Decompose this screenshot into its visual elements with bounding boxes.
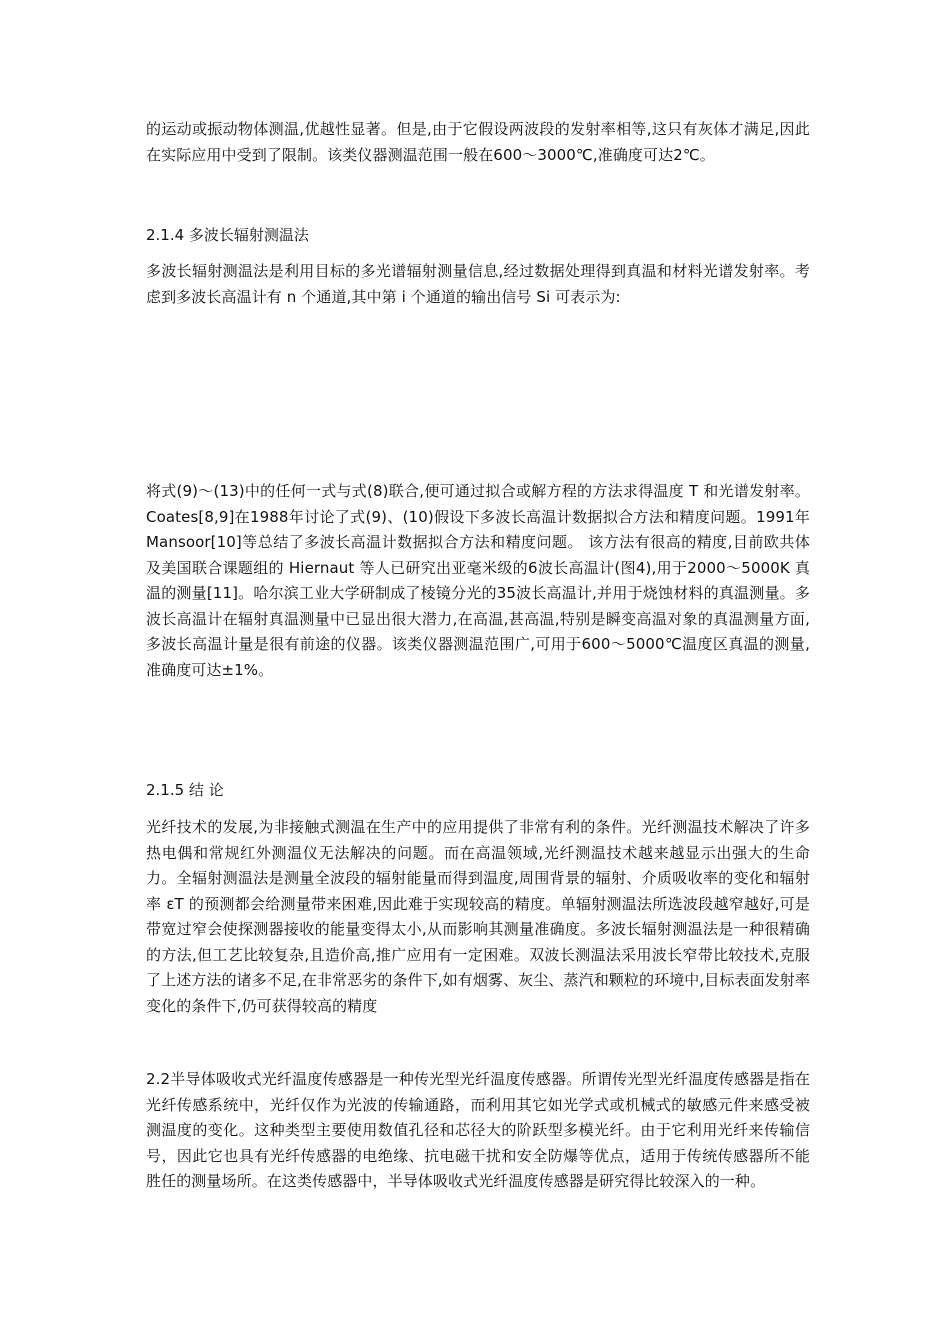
paragraph-conclusion: 光纤技术的发展,为非接触式测温在生产中的应用提供了非常有利的条件。光纤测温技术解决了许多热电偶和常规红外测温仪无法解决的问题。而在高温领域,光纤测温技术越来越显示出强大的生命力。全辐射测温法是测量全波段的辐射能量而得到温度,周围背景的辐射、介质吸收率的变化和辐射率 εT 的预测都会给测量带来困难,因此难于实现较高的精度。单辐射测温法所选波段越窄越好,可是带宽过窄会使探测器接收的能量变得太小,从而影响其测量准确度。多波长辐射测温法是一种很精确的方法,但工艺比较复杂,且造价高,推广应用有一定困难。双波长测温法采用波长窄带比较技术,克服了上述方法的诸多不足,在非常恶劣的条件下,如有烟雾、灰尘、蒸汽和颗粒的环境中,目标表面发射率变化的条件下,仍可获得较高的精度 — [146, 818, 810, 1015]
paragraph-multi-wavelength-details: 将式(9)～(13)中的任何一式与式(8)联合,便可通过拟合或解方程的方法求得温度 T 和光谱发射率。Coates[8,9]在1988年讨论了式(9)、(10)假设下多波长高温计数据拟合方法和精度问题。1991年 Mansoor[10]等总结了多波长高温计数据拟合方法和精度问题。 该方法有很高的精度,目前欧共体及美国联合课题组的 Hiernaut 等人已研究出亚毫米级的6波长高温计(图4),用于2000～5000K 真温的测量[11]。哈尔滨工业大学研制成了棱镜分光的35波长高温计,并用于烧蚀材料的真温测量。多波长高温计在辐射真温测量中已显出很大潜力,在高温,甚高温,特别是瞬变高温对象的真温测量方面,多波长高温计量是很有前途的仪器。该类仪器测温范围广,可用于600～5000℃温度区真温的测量,准确度可达±1%。 — [146, 482, 810, 679]
paragraph-multi-wavelength-intro: 多波长辐射测温法是利用目标的多光谱辐射测量信息,经过数据处理得到真温和材料光谱发射率。考虑到多波长高温计有 n 个通道,其中第 i 个通道的输出信号 Si 可表示为: — [146, 262, 810, 306]
paragraph-dual-wavelength-end: 的运动或振动物体测温,优越性显著。但是,由于它假设两波段的发射率相等,这只有灰体才满足,因此在实际应用中受到了限制。该类仪器测温范围一般在600～3000℃,准确度可达2℃。 — [146, 120, 810, 164]
paragraph-semiconductor-sensor: 2.2半导体吸收式光纤温度传感器是一种传光型光纤温度传感器。所谓传光型光纤温度传感器是指在光纤传感系统中，光纤仅作为光波的传输通路，而利用其它如光学式或机械式的敏感元件来感受被测温度的变化。这种类型主要使用数值孔径和芯径大的阶跃型多模光纤。由于它利用光纤来传输信号，因此它也具有光纤传感器的电绝缘、抗电磁干扰和安全防爆等优点，适用于传统传感器所不能胜任的测量场所。在这类传感器中，半导体吸收式光纤温度传感器是研究得比较深入的一种。 — [146, 1070, 810, 1190]
section-heading-2-1-4: 2.1.4 多波长辐射测温法 — [146, 226, 309, 244]
section-heading-2-1-5: 2.1.5 结 论 — [146, 781, 224, 799]
